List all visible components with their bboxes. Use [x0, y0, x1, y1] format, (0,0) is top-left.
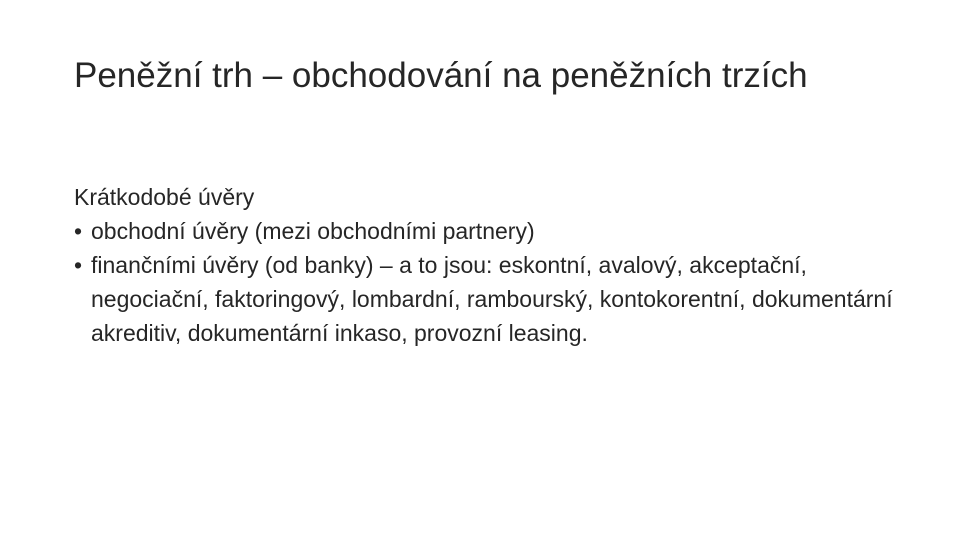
list-item	[74, 214, 904, 248]
subheading: Krátkodobé úvěry	[74, 184, 255, 210]
slide-title: Peněžní trh – obchodování na peněžních trzích	[74, 56, 808, 95]
bullet-list	[74, 214, 904, 350]
slide-content	[74, 180, 904, 350]
bullet-icon: •	[74, 252, 83, 278]
bullet-icon: •	[74, 218, 83, 244]
list-item	[74, 248, 904, 350]
bullet-text: obchodní úvěry (mezi obchodními partnery)	[91, 218, 535, 244]
bullet-text: finančními úvěry (od banky) – a to jsou: eskontní, avalový, akceptační, negociační, faktoringový, lombardní, rambourský, kontokorentní, dokumentární akreditiv, dokumentární inkaso, provozní leasing.	[91, 252, 893, 346]
